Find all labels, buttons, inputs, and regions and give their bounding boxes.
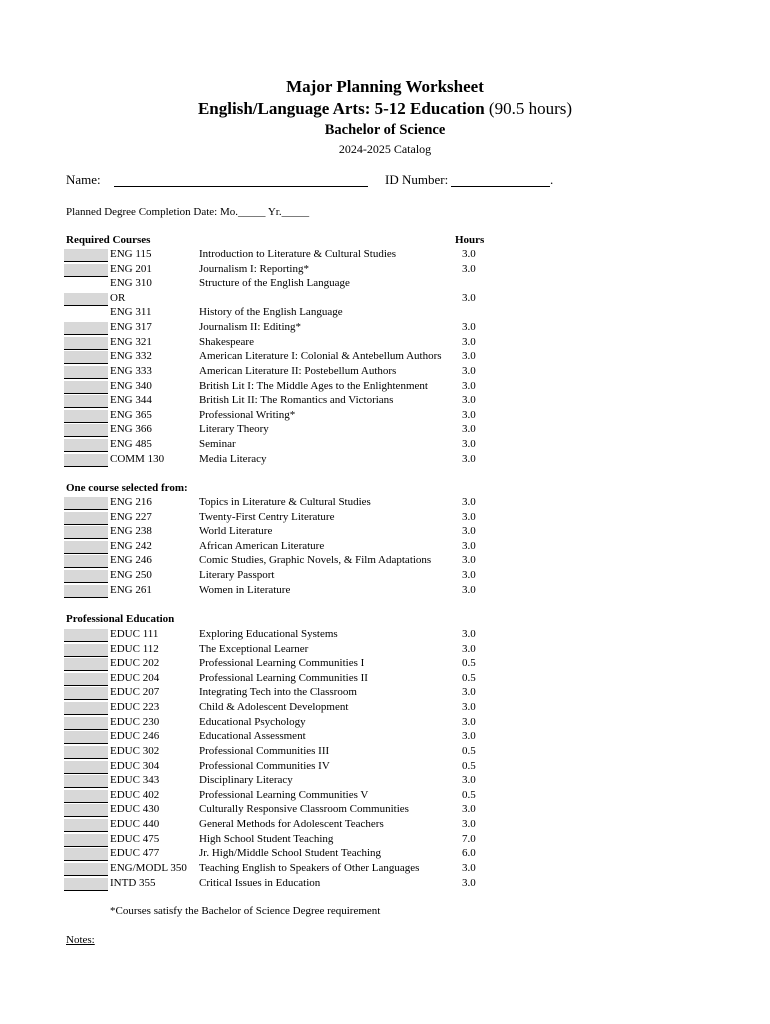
course-row xyxy=(0,672,770,687)
course-code: EDUC 302 xyxy=(110,744,160,757)
course-hours: 3.0 xyxy=(462,861,476,874)
course-title: Journalism II: Editing* xyxy=(199,321,302,334)
course-code: ENG 115 xyxy=(110,248,152,260)
course-code: EDUC 202 xyxy=(110,657,160,670)
course-hours: 3.0 xyxy=(462,642,476,655)
course-title: Introduction to Literature & Cultural Studies xyxy=(199,248,397,260)
course-title: Educational Psychology xyxy=(199,715,306,728)
course-hours: 3.0 xyxy=(462,554,476,567)
completion-checkbox[interactable] xyxy=(64,761,108,774)
course-code: COMM 130 xyxy=(110,452,165,465)
completion-checkbox[interactable] xyxy=(64,264,108,277)
footnote: *Courses satisfy the Bachelor of Science Degree requirement xyxy=(110,905,381,917)
completion-checkbox[interactable] xyxy=(64,249,108,262)
completion-checkbox[interactable] xyxy=(64,702,108,715)
completion-checkbox[interactable] xyxy=(64,673,108,686)
course-hours: 3.0 xyxy=(462,262,476,275)
completion-checkbox[interactable] xyxy=(64,585,108,598)
course-hours: 3.0 xyxy=(462,321,476,334)
course-row xyxy=(0,657,770,672)
course-row xyxy=(0,628,770,643)
completion-checkbox[interactable] xyxy=(64,804,108,817)
course-title: Women in Literature xyxy=(199,583,291,596)
completion-checkbox[interactable] xyxy=(64,570,108,583)
course-code: EDUC 440 xyxy=(110,818,160,831)
course-hours: 0.5 xyxy=(462,671,476,684)
course-code: EDUC 112 xyxy=(110,642,159,655)
course-code: EDUC 111 xyxy=(110,628,159,640)
course-title: Professional Communities III xyxy=(199,744,330,757)
course-row xyxy=(0,321,770,336)
course-code: ENG/MODL 350 xyxy=(110,861,187,874)
course-code: ENG 311 xyxy=(110,306,152,319)
course-row xyxy=(0,306,770,321)
notes-label: Notes: xyxy=(66,934,95,946)
course-row xyxy=(0,701,770,716)
course-title: Structure of the English Language xyxy=(199,277,350,290)
course-title: British Lit II: The Romantics and Victorians xyxy=(199,394,394,407)
course-hours: 3.0 xyxy=(462,628,476,640)
course-title: Professional Writing* xyxy=(199,408,296,421)
course-title: Twenty-First Centry Literature xyxy=(199,510,335,523)
course-hours: 3.0 xyxy=(462,364,476,377)
course-title: Disciplinary Literacy xyxy=(199,774,293,787)
course-code: EDUC 304 xyxy=(110,759,160,772)
course-title: Professional Learning Communities V xyxy=(199,788,369,801)
course-hours: 3.0 xyxy=(462,686,476,699)
course-row xyxy=(0,453,770,468)
course-hours: 0.5 xyxy=(462,744,476,757)
section-heading: Required Courses xyxy=(66,234,151,246)
course-code: ENG 250 xyxy=(110,569,152,582)
course-row xyxy=(0,365,770,380)
completion-checkbox[interactable] xyxy=(64,512,108,525)
course-row xyxy=(0,584,770,599)
course-code: ENG 227 xyxy=(110,510,152,523)
course-code: ENG 321 xyxy=(110,335,152,348)
completion-checkbox[interactable] xyxy=(64,337,108,350)
program-subtitle xyxy=(0,99,770,119)
course-code: EDUC 477 xyxy=(110,847,160,860)
course-row xyxy=(0,525,770,540)
course-row xyxy=(0,277,770,292)
course-code: OR xyxy=(110,291,126,304)
completion-checkbox[interactable] xyxy=(64,790,108,803)
completion-checkbox[interactable] xyxy=(64,497,108,510)
course-code: EDUC 343 xyxy=(110,774,160,787)
course-hours: 3.0 xyxy=(462,350,476,363)
completion-checkbox[interactable] xyxy=(64,351,108,364)
course-code: ENG 242 xyxy=(110,539,152,552)
course-row xyxy=(0,789,770,804)
course-code: EDUC 475 xyxy=(110,832,160,845)
course-code: EDUC 223 xyxy=(110,701,160,714)
course-hours: 3.0 xyxy=(462,452,476,465)
course-row xyxy=(0,394,770,409)
course-row xyxy=(0,730,770,745)
id-number-end: . xyxy=(550,172,554,187)
course-title: World Literature xyxy=(199,525,273,538)
course-code: EDUC 402 xyxy=(110,788,160,801)
completion-checkbox[interactable] xyxy=(64,555,108,568)
completion-checkbox[interactable] xyxy=(64,819,108,832)
course-title: History of the English Language xyxy=(199,306,343,319)
completion-checkbox[interactable] xyxy=(64,717,108,730)
course-title: Educational Assessment xyxy=(199,730,306,743)
course-title: Professional Learning Communities I xyxy=(199,657,365,670)
course-row xyxy=(0,760,770,775)
course-row xyxy=(0,818,770,833)
program-hours: (90.5 hours) xyxy=(488,99,573,118)
course-code: ENG 238 xyxy=(110,525,152,538)
completion-checkbox[interactable] xyxy=(64,834,108,847)
course-row xyxy=(0,263,770,278)
completion-checkbox[interactable] xyxy=(64,439,108,452)
completion-checkbox[interactable] xyxy=(64,848,108,861)
catalog-year: 2024-2025 Catalog xyxy=(338,142,432,156)
course-row xyxy=(0,716,770,731)
completion-checkbox[interactable] xyxy=(64,381,108,394)
id-number-field[interactable] xyxy=(451,186,550,187)
name-label: Name: xyxy=(66,172,101,187)
course-row xyxy=(0,336,770,351)
course-hours: 3.0 xyxy=(462,394,476,407)
course-row xyxy=(0,248,770,263)
course-title: Topics in Literature & Cultural Studies xyxy=(199,496,371,508)
program-name: English/Language Arts: 5-12 Education xyxy=(197,99,485,118)
course-title: African American Literature xyxy=(199,539,325,552)
degree-title: Bachelor of Science xyxy=(324,122,446,138)
course-title: Culturally Responsive Classroom Communities xyxy=(199,803,409,816)
course-title: American Literature I: Colonial & Antebellum Authors xyxy=(199,350,442,363)
course-row xyxy=(0,877,770,892)
course-code: ENG 201 xyxy=(110,262,152,275)
id-number-label: ID Number: xyxy=(385,172,449,187)
page-title: Major Planning Worksheet xyxy=(286,77,484,96)
course-title: Media Literacy xyxy=(199,452,267,465)
completion-checkbox[interactable] xyxy=(64,629,108,642)
course-title: Literary Theory xyxy=(199,423,269,436)
course-hours: 3.0 xyxy=(462,291,476,304)
course-hours: 3.0 xyxy=(462,510,476,523)
course-code: ENG 485 xyxy=(110,438,152,451)
course-row xyxy=(0,409,770,424)
completion-checkbox[interactable] xyxy=(64,775,108,788)
course-title: High School Student Teaching xyxy=(199,832,334,845)
completion-checkbox[interactable] xyxy=(64,687,108,700)
completion-checkbox[interactable] xyxy=(64,454,108,467)
course-hours: 3.0 xyxy=(462,423,476,436)
completion-checkbox[interactable] xyxy=(64,731,108,744)
completion-checkbox[interactable] xyxy=(64,658,108,671)
course-row xyxy=(0,292,770,307)
course-hours: 6.0 xyxy=(462,847,476,860)
course-row xyxy=(0,745,770,760)
course-title: Teaching English to Speakers of Other Languages xyxy=(199,861,420,874)
course-title: Jr. High/Middle School Student Teaching xyxy=(199,847,382,860)
course-row xyxy=(0,554,770,569)
course-row xyxy=(0,569,770,584)
course-row xyxy=(0,511,770,526)
course-hours: 3.0 xyxy=(462,496,476,508)
course-title: British Lit I: The Middle Ages to the Enlightenment xyxy=(199,379,428,392)
course-title: Professional Communities IV xyxy=(199,759,330,772)
course-title: Seminar xyxy=(199,438,236,451)
course-hours: 3.0 xyxy=(462,525,476,538)
course-title: Professional Learning Communities II xyxy=(199,671,368,684)
completion-checkbox[interactable] xyxy=(64,366,108,379)
course-hours: 3.0 xyxy=(462,438,476,451)
course-title: Exploring Educational Systems xyxy=(199,628,338,640)
course-hours: 0.5 xyxy=(462,657,476,670)
course-row xyxy=(0,380,770,395)
course-hours: 3.0 xyxy=(462,248,476,260)
course-title: Shakespeare xyxy=(199,335,254,348)
completion-date: Planned Degree Completion Date: Mo._____ Yr._____ xyxy=(66,206,310,218)
completion-checkbox[interactable] xyxy=(64,644,108,657)
course-code: ENG 333 xyxy=(110,364,152,377)
course-code: EDUC 230 xyxy=(110,715,160,728)
course-hours: 3.0 xyxy=(462,876,476,889)
course-hours: 3.0 xyxy=(462,335,476,348)
course-row xyxy=(0,438,770,453)
completion-checkbox[interactable] xyxy=(64,395,108,408)
course-title: Comic Studies, Graphic Novels, & Film Adaptations xyxy=(199,554,432,567)
course-code: EDUC 430 xyxy=(110,803,160,816)
course-code: EDUC 204 xyxy=(110,671,160,684)
course-hours: 7.0 xyxy=(462,832,476,845)
section-heading: One course selected from: xyxy=(66,482,188,494)
course-title: Child & Adolescent Development xyxy=(199,701,349,714)
course-code: ENG 365 xyxy=(110,408,152,421)
course-hours: 3.0 xyxy=(462,774,476,787)
course-code: ENG 332 xyxy=(110,350,152,363)
course-row xyxy=(0,774,770,789)
course-code: ENG 366 xyxy=(110,423,152,436)
course-hours: 3.0 xyxy=(462,569,476,582)
course-hours: 3.0 xyxy=(462,818,476,831)
course-row xyxy=(0,496,770,511)
course-code: ENG 216 xyxy=(110,496,152,508)
course-code: ENG 340 xyxy=(110,379,152,392)
course-code: ENG 261 xyxy=(110,583,152,596)
course-row xyxy=(0,643,770,658)
completion-checkbox[interactable] xyxy=(64,863,108,876)
completion-checkbox[interactable] xyxy=(64,878,108,891)
section-heading: Professional Education xyxy=(66,613,175,625)
name-field[interactable] xyxy=(114,186,368,187)
course-row xyxy=(0,847,770,862)
course-row xyxy=(0,833,770,848)
course-row xyxy=(0,350,770,365)
course-hours: 3.0 xyxy=(462,715,476,728)
completion-checkbox[interactable] xyxy=(64,322,108,335)
course-code: EDUC 207 xyxy=(110,686,160,699)
course-title: Literary Passport xyxy=(199,569,275,582)
completion-checkbox[interactable] xyxy=(64,424,108,437)
completion-checkbox[interactable] xyxy=(64,526,108,539)
course-code: EDUC 246 xyxy=(110,730,160,743)
course-hours: 0.5 xyxy=(462,759,476,772)
course-hours: 3.0 xyxy=(462,539,476,552)
course-hours: 0.5 xyxy=(462,788,476,801)
course-title: Journalism I: Reporting* xyxy=(199,262,309,275)
completion-checkbox[interactable] xyxy=(64,410,108,423)
completion-checkbox[interactable] xyxy=(64,541,108,554)
course-hours: 3.0 xyxy=(462,583,476,596)
course-code: ENG 317 xyxy=(110,321,152,334)
course-hours: 3.0 xyxy=(462,701,476,714)
course-hours: 3.0 xyxy=(462,408,476,421)
course-hours: 3.0 xyxy=(462,730,476,743)
course-title: General Methods for Adolescent Teachers xyxy=(199,818,384,831)
course-row xyxy=(0,862,770,877)
course-title: American Literature II: Postebellum Authors xyxy=(199,364,397,377)
course-title: Critical Issues in Education xyxy=(199,876,321,889)
course-code: ENG 344 xyxy=(110,394,152,407)
completion-checkbox[interactable] xyxy=(64,293,108,306)
course-code: ENG 246 xyxy=(110,554,152,567)
course-hours: 3.0 xyxy=(462,379,476,392)
course-title: Integrating Tech into the Classroom xyxy=(199,686,357,699)
course-row xyxy=(0,423,770,438)
course-row xyxy=(0,540,770,555)
hours-heading: Hours xyxy=(455,234,485,246)
course-code: ENG 310 xyxy=(110,277,152,290)
course-title: The Exceptional Learner xyxy=(199,642,309,655)
course-code: INTD 355 xyxy=(110,876,156,889)
completion-checkbox[interactable] xyxy=(64,746,108,759)
course-hours: 3.0 xyxy=(462,803,476,816)
course-row xyxy=(0,686,770,701)
course-row xyxy=(0,803,770,818)
